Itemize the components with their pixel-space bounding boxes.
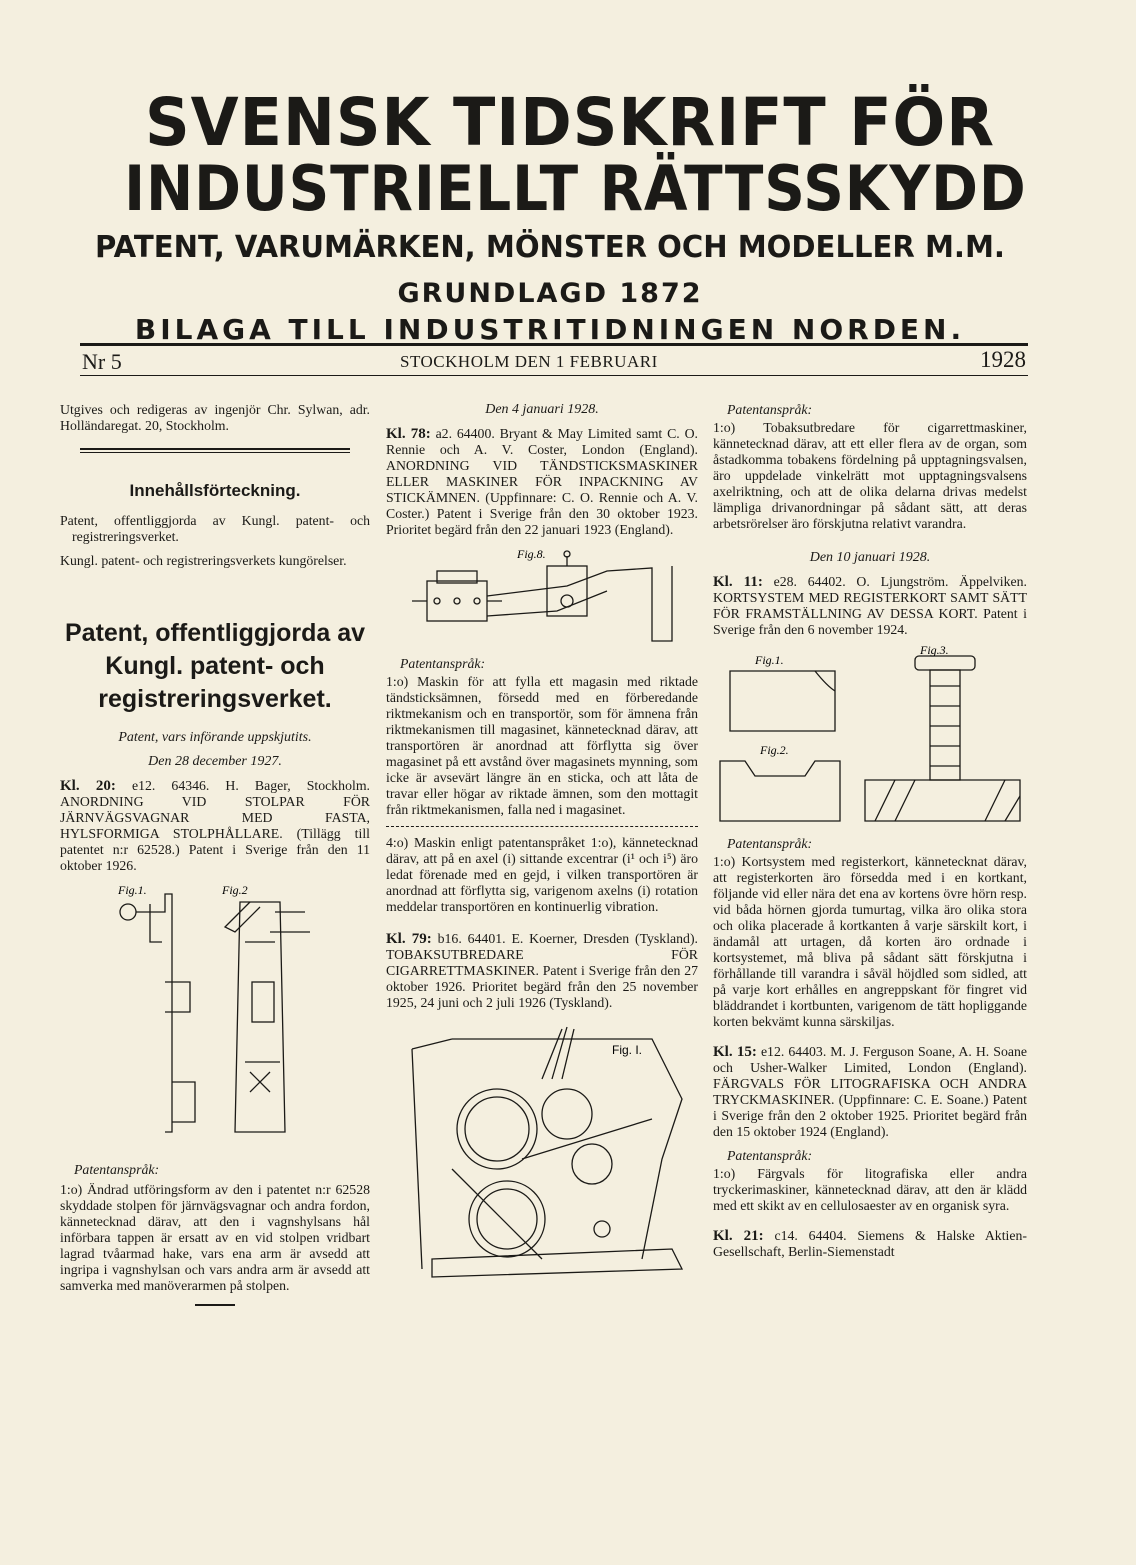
date-heading: Den 28 december 1927. <box>148 754 282 769</box>
editor-note: Utgives och redigeras av ingenjör Chr. Sylwan, adr. Holländaregat. 20, Stockholm. <box>60 402 370 433</box>
toc-item: Kungl. patent- och registreringsverkets kungörelser. <box>60 553 347 568</box>
patent-entry-kl15 <box>713 1044 1027 1140</box>
claim-text: 4:o) Maskin enligt patentanspråket 1:o), kännetecknad därav, att på en axel (i) sittande excentrar (i¹ och i⁵) äro ledat förenade med en gejd, i vilken transportören är anordnad att förflytta sig, varigenom axelns (i) rotation meddelar transportören en kontinuerlig vibration. <box>386 835 698 914</box>
figure-label: Fig. I. <box>612 1043 643 1057</box>
claim-text: 1:o) Ändrad utföringsform av den i patentet n:r 62528 skyddade stolpen för järnvägsvagnar och andra fordon, kännetecknad därav, att den i vagnshylsans hål införbara tappen är ersatt av en vid stolpen vridbart lagrad tvåarmad hake, vars ena arm är avsedd att ingripa i vagnshylsan och vars andra arm är avsedd att samverka med manöverarmen på stolpen. <box>60 1182 370 1293</box>
column-2 <box>386 402 698 1299</box>
date-heading: Den 4 januari 1928. <box>485 402 599 417</box>
masthead-supplement: BILAGA TILL INDUSTRITIDNINGEN NORDEN. <box>134 313 966 346</box>
masthead-subtitle: PATENT, VARUMÄRKEN, MÖNSTER OCH MODELLER M.M. <box>95 230 1005 265</box>
claim-heading: Patentanspråk: <box>727 1148 813 1163</box>
class-label: Kl. 78: <box>386 426 431 442</box>
entry-text: c14. 64404. Siemens & Halske Aktien-Gesellschaft, Berlin-Siemenstadt <box>713 1228 1027 1259</box>
patent-entry-kl20 <box>60 778 370 874</box>
card-system-figure <box>715 646 1025 826</box>
entry-text: e12. 64346. H. Bager, Stockholm. ANORDNING VID STOLPAR FÖR JÄRNVÄGSVAGNAR MED FASTA, HYLSFORMIGA STOLPHÅLLARE. (Tillägg till patentet n:r 62528.) Patent i Sverige från den 11 oktober 1926. <box>60 778 370 873</box>
claim-heading: Patentanspråk: <box>400 656 486 671</box>
class-label: Kl. 15: <box>713 1044 757 1060</box>
figure-label: Fig.3. <box>920 646 949 657</box>
claim-heading: Patentanspråk: <box>727 402 813 417</box>
figure-label: Fig.1. <box>755 653 784 667</box>
figure-label: Fig.2. <box>760 743 789 757</box>
claim-text: 1:o) Färgvals för litografiska eller andra tryckerimaskiner, kännetecknad därav, att den är klädd med ett skikt av en cellulosaester av en organisk syra. <box>713 1166 1027 1213</box>
patent-entry-kl11 <box>713 574 1027 638</box>
match-machine-figure <box>407 546 677 646</box>
stolpe-figure <box>110 882 320 1152</box>
class-label: Kl. 20: <box>60 778 116 794</box>
issue-rule-bottom <box>80 375 1028 376</box>
toc-item: Patent, offentliggjorda av Kungl. patent- och registreringsverket. <box>60 513 370 544</box>
masthead-founded: GRUNDLAGD 1872 <box>397 278 703 309</box>
entry-text: b16. 64401. E. Koerner, Dresden (Tyskland). TOBAKSUTBREDARE FÖR CIGARRETTMASKINER. Patent i Sverige från den 27 oktober 1926. Prioritet begärd från den 25 november 1925, 24 juni och 2 juli 1926 (Tyskland). <box>386 931 698 1010</box>
figure-label: Fig.1. <box>118 883 147 897</box>
figure-label: Fig.2 <box>222 883 248 897</box>
claim-heading: Patentanspråk: <box>727 836 813 851</box>
class-label: Kl. 21: <box>713 1228 764 1244</box>
end-rule <box>195 1304 235 1306</box>
claim-text: 1:o) Tobaksutbredare för cigarrettmaskiner, kännetecknad därav, att ett eller flera av de organ, som åstadkomma tobakens fördelning på upptagningsvalsen, äro uppdelade vinkelrätt mot upptagningsvalsens axelriktning, och att de olika delarna drivas medelst lämpliga drivanordningar på sådant sätt, att deras arbetsrörelser äro förskjutna relativt varandra. <box>713 420 1027 531</box>
entry-text: a2. 64400. Bryant & May Limited samt C. O. Rennie och A. V. Coster, London (England). ANORDNING VID TÄNDSTICKSMASKINER ELLER MASKINER FÖR INPACKNING AV STICKÄMNEN. (Uppfinnare: C. O. Rennie och A. V. Coster.) Patent i Sverige från den 30 oktober 1923. Prioritet begärd från den 22 januari 1923 (England). <box>386 426 698 537</box>
tobacco-machine-figure <box>392 1019 692 1289</box>
patent-entry-kl21 <box>713 1228 1027 1260</box>
date-heading: Den 10 januari 1928. <box>809 550 931 565</box>
patent-entry-kl78 <box>386 426 698 538</box>
masthead-title-line2: INDUSTRIELLT RÄTTSSKYDD <box>124 152 1027 225</box>
issue-rule-top <box>80 343 1028 346</box>
issue-date: STOCKHOLM DEN 1 FEBRUARI <box>400 352 658 371</box>
dashed-divider <box>386 826 698 827</box>
divider <box>80 448 350 453</box>
column-3 <box>713 402 1027 1268</box>
toc-title: Innehållsförteckning. <box>129 481 301 500</box>
issue-number: Nr 5 <box>82 349 122 374</box>
issue-year: 1928 <box>980 347 1026 372</box>
column-1 <box>60 402 370 1316</box>
figure-label: Fig.8. <box>517 547 546 561</box>
class-label: Kl. 11: <box>713 574 763 590</box>
entry-text: e28. 64402. O. Ljungström. Äppelviken. KORTSYSTEM MED REGISTERKORT SAMT SÄTT FÖR FRAMSTÄLLNING AV DESSA KORT. Patent i Sverige från den 6 november 1924. <box>713 574 1027 637</box>
masthead-title-line1: SVENSK TIDSKRIFT FÖR <box>145 84 995 161</box>
section-title: Patent, offentliggjorda av Kungl. patent- och registreringsverket. <box>64 619 366 713</box>
class-label: Kl. 79: <box>386 931 432 947</box>
claim-heading: Patentanspråk: <box>74 1162 160 1177</box>
claim-text: 1:o) Kortsystem med registerkort, kännetecknat därav, att registerkorten äro försedda med i en kortkant, följande vid eller nära det ena av kortens övre hörn resp. vid båda hörnen gjorda tumurtag, vilka äro olika stora och olika placerade å kortkanten å varje särskilt kort, i ändamål att urtagen, då korten äro ordnade i kortsystemet, må bliva på sådant sätt förskjutna i förhållande till varandra i såväl höjdled som sidled, att på varje kort erhålles en angreppskant för fingret vid bläddrandet i kortbunten, varigenom de tätt hopliggande korten bekvämt kunna särskiljas. <box>713 854 1027 1029</box>
section-subtitle: Patent, vars införande uppskjutits. <box>118 730 312 745</box>
entry-text: e12. 64403. M. J. Ferguson Soane, A. H. Soane och Usher-Walker Limited, London (England). FÄRGVALS FÖR LITOGRAFISKA OCH ANDRA TRYCKMASKINER. (Uppfinnare: C. E. Soane.) Patent i Sverige från den 2 oktober 1925. Prioritet begärd från den 15 oktober 1924 (England). <box>713 1044 1027 1139</box>
patent-entry-kl79 <box>386 931 698 1011</box>
claim-text: 1:o) Maskin för att fylla ett magasin med riktade tändsticksämnen, försedd med en förberedande riktmekanism och en transportör, som för ämnena från riktmekanismen till magasinet, kännetecknad därav, att transportören är anordnad att förflytta sig över magasinet på ett avstånd över magasinets mynning, som icke är avsevärt längre än en sticka, och att låta de travar eller högar av riktade ämnen, som den mottagit från riktmekanismen, falla ned i magasinet. <box>386 674 698 817</box>
